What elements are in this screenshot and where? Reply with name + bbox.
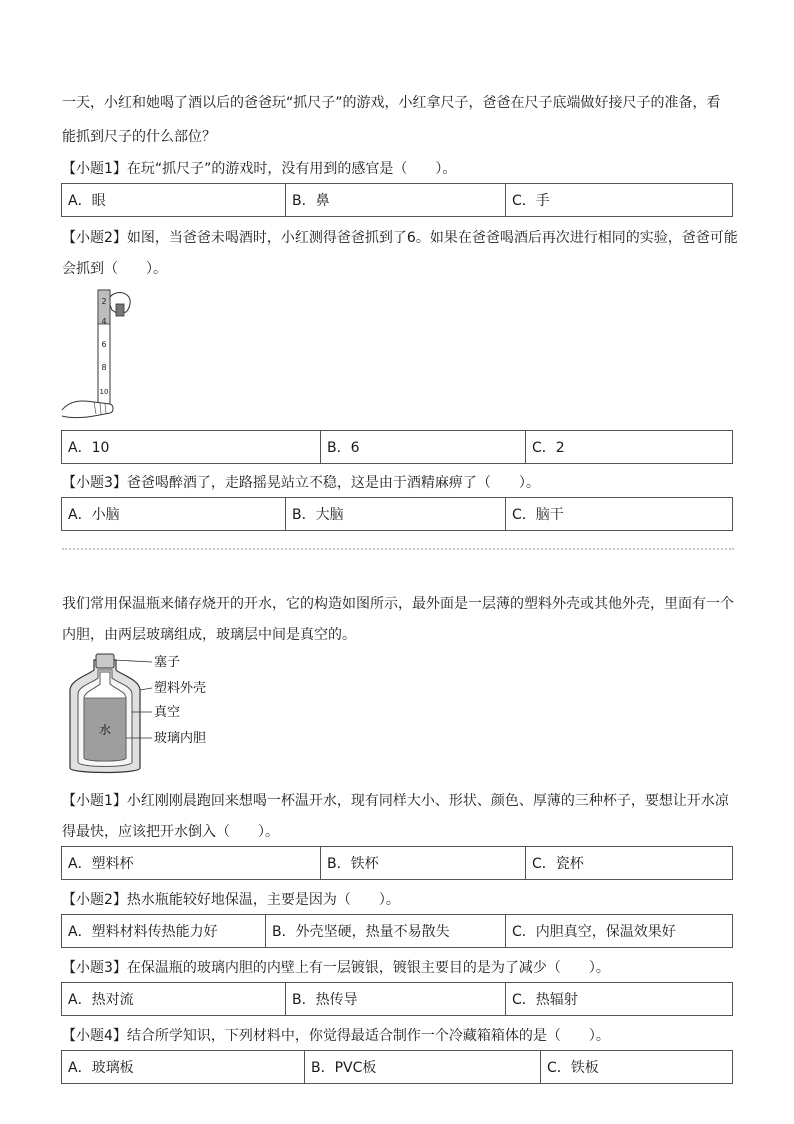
s2-q1-options [61, 846, 733, 880]
s2-q4-option-c[interactable]: C．铁板 [547, 1060, 599, 1076]
thermos-label-vacuum: 真空 [154, 705, 181, 720]
ruler-catch-figure [60, 284, 140, 426]
ruler-mark-6: 6 [101, 340, 107, 349]
thermos-label-stopper: 塞子 [154, 655, 181, 670]
s2-q1-text-line2: 得最快，应该把开水倒入（ ）。 [62, 824, 279, 840]
s2-q1-text-line1: 【小题1】小红刚刚晨跑回来想喝一杯温开水，现有同样大小、形状、颜色、厚薄的三种杯子，要想让开水凉 [62, 793, 729, 809]
s1-intro-line1: 一天，小红和她喝了酒以后的爸爸玩“抓尺子”的游戏，小红拿尺子，爸爸在尺子底端做好接尺子的准备，看 [62, 95, 721, 111]
s1-q3-option-a[interactable]: A．小脑 [62, 498, 286, 530]
ruler-mark-4: 4 [101, 317, 107, 326]
s2-q2-option-c[interactable]: C．内胆真空，保温效果好 [512, 924, 676, 940]
s1-q2-options [61, 430, 733, 464]
s1-q1-text: 【小题1】在玩“抓尺子”的游戏时，没有用到的感官是（ ）。 [62, 161, 457, 177]
s2-q4-options [61, 1050, 733, 1084]
s2-q4-text: 【小题4】结合所学知识，下列材料中，你觉得最适合制作一个冷藏箱箱体的是（ ）。 [62, 1028, 610, 1044]
s2-q2-options [61, 914, 733, 948]
s2-q4-option-a[interactable]: A．玻璃板 [62, 1051, 305, 1083]
s1-intro-line2: 能抓到尺子的什么部位？ [62, 129, 216, 145]
s2-intro-line2: 内胆，由两层玻璃组成，玻璃层中间是真空的。 [62, 627, 356, 643]
s2-q2-option-b[interactable]: B．外壳坚硬，热量不易散失 [266, 915, 506, 947]
s2-q2-text: 【小题2】热水瓶能较好地保温，主要是因为（ ）。 [62, 892, 400, 908]
s2-q4-option-b[interactable]: B．PVC板 [305, 1051, 541, 1083]
s1-q2-option-c[interactable]: C．2 [532, 440, 565, 456]
thermos-label-shell: 塑料外壳 [154, 681, 207, 696]
s1-q2-text-line1: 【小题2】如图，当爸爸未喝酒时，小红测得爸爸抓到了6。如果在爸爸喝酒后再次进行相同的实验，爸爸可能 [62, 230, 738, 246]
s2-q3-text: 【小题3】在保温瓶的玻璃内胆的内壁上有一层镀银，镀银主要目的是为了减少（ ）。 [62, 960, 610, 976]
ruler-mark-8: 8 [101, 363, 107, 372]
s2-q1-option-a[interactable]: A．塑料杯 [62, 847, 321, 879]
ruler-mark-10: 10 [99, 388, 109, 396]
s1-q1-options [61, 183, 733, 217]
s2-q1-option-c[interactable]: C．瓷杯 [532, 856, 584, 872]
s1-q3-text: 【小题3】爸爸喝醉酒了，走路摇晃站立不稳，这是由于酒精麻痹了（ ）。 [62, 475, 540, 491]
s2-q3-option-c[interactable]: C．热辐射 [512, 992, 578, 1008]
thermos-figure [60, 650, 210, 780]
ruler-mark-2: 2 [101, 297, 107, 306]
s2-intro-line1: 我们常用保温瓶来储存烧开的开水，它的构造如图所示，最外面是一层薄的塑料外壳或其他外壳，里面有一个 [62, 596, 734, 612]
s1-q3-option-b[interactable]: B．大脑 [286, 498, 506, 530]
s2-q1-option-b[interactable]: B．铁杯 [321, 847, 526, 879]
s2-q3-option-b[interactable]: B．热传导 [286, 983, 506, 1015]
s1-q1-option-a[interactable]: A．眼 [62, 184, 286, 216]
s1-q1-option-c[interactable]: C．手 [512, 193, 550, 209]
section-divider [62, 548, 734, 550]
s1-q3-options [61, 497, 733, 531]
s1-q3-option-c[interactable]: C．脑干 [512, 507, 564, 523]
thermos-label-liner: 玻璃内胆 [154, 731, 207, 746]
s1-q1-option-b[interactable]: B．鼻 [286, 184, 506, 216]
s1-q2-text-line2: 会抓到（ ）。 [62, 261, 167, 277]
s1-q2-option-a[interactable]: A．10 [62, 431, 321, 463]
s1-q2-option-b[interactable]: B．6 [321, 431, 526, 463]
thermos-label-water: 水 [98, 723, 112, 737]
s2-q2-option-a[interactable]: A．塑料材料传热能力好 [62, 915, 266, 947]
s2-q3-option-a[interactable]: A．热对流 [62, 983, 286, 1015]
s2-q3-options [61, 982, 733, 1016]
